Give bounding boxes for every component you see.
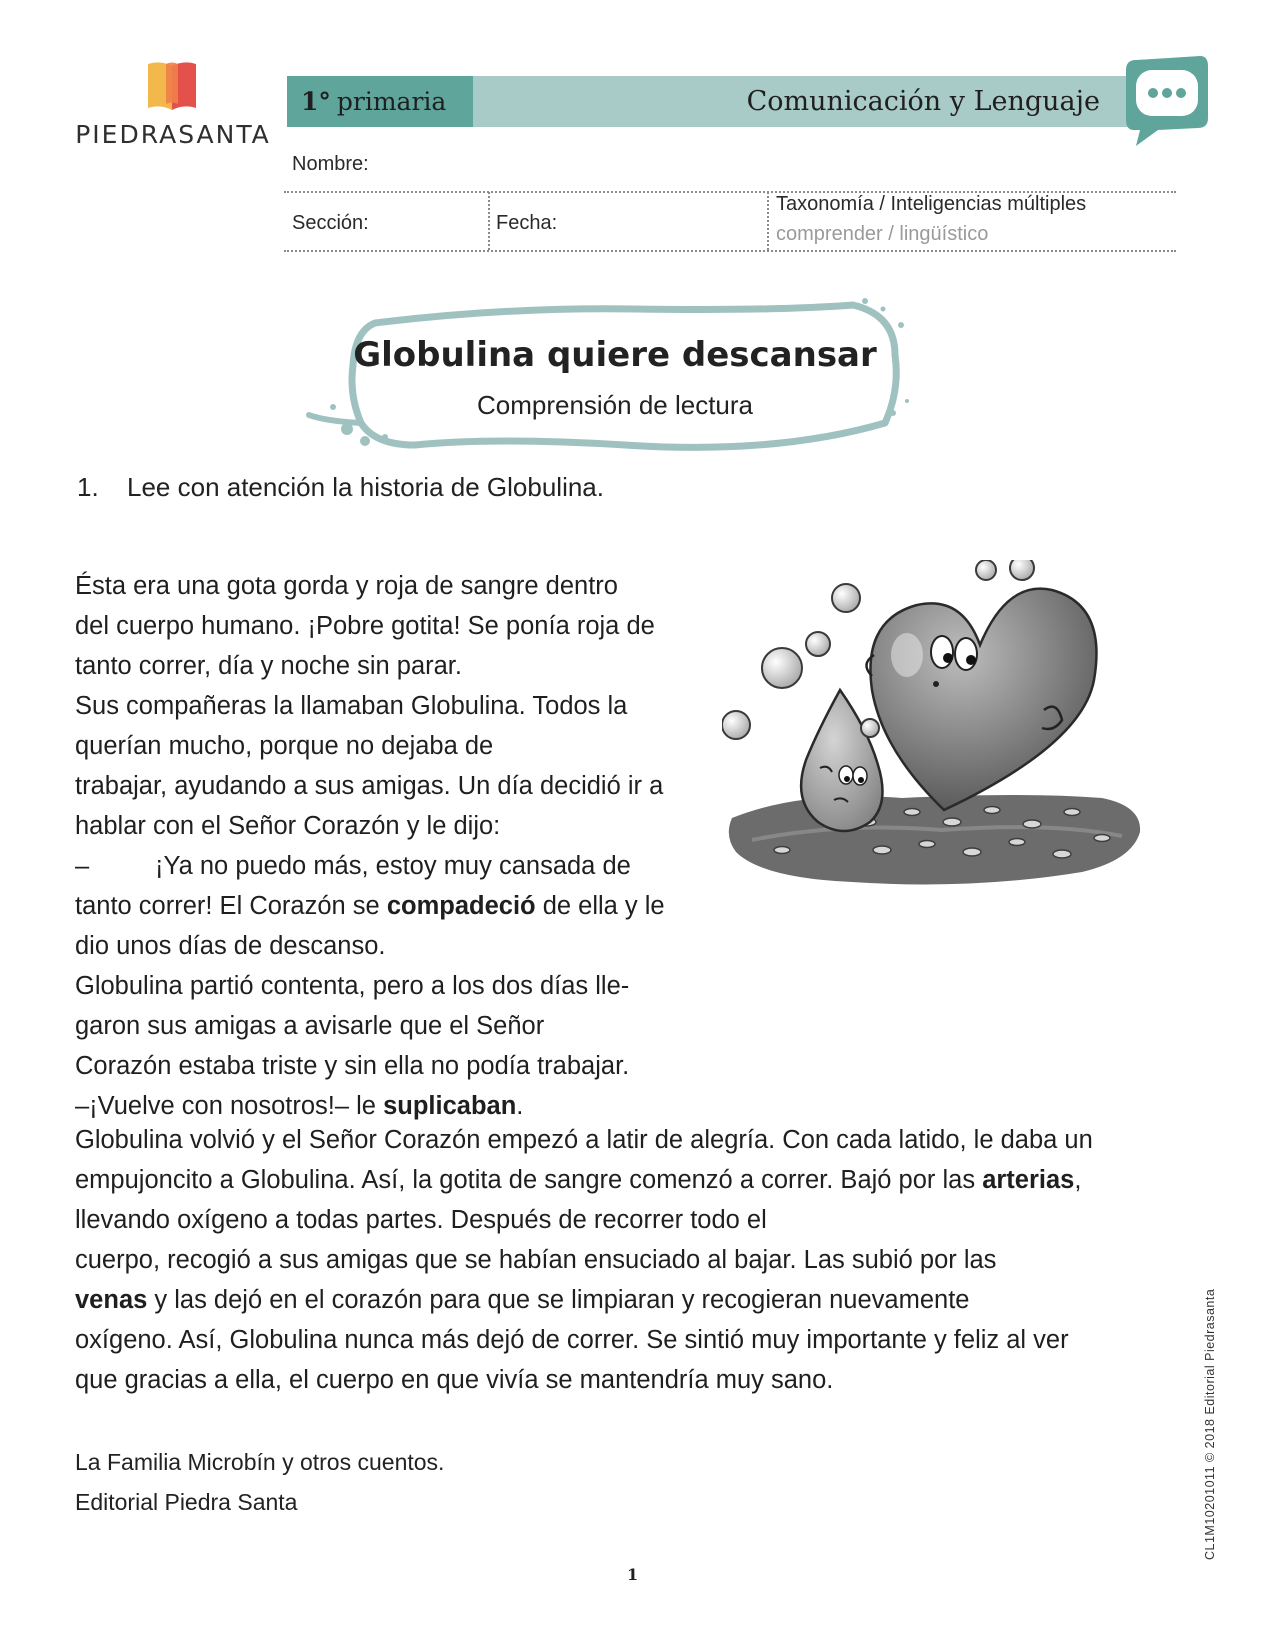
story-line: cuerpo, recogió a sus amigas que se habían ensuciado al bajar. Las subió por las [75,1246,997,1274]
grade-label [287,76,473,127]
story-line: trabajar, ayudando a sus amigas. Un día decidió ir a [75,772,664,800]
instruction-number: 1. [77,472,99,502]
story-line: llevando oxígeno a todas partes. Después de recorrer todo el [75,1206,767,1234]
story-line: del cuerpo humano. ¡Pobre gotita! Se ponía roja de [75,612,655,640]
publisher-name: PIEDRASANTA [75,120,271,149]
title-cloud-frame [305,295,925,465]
taxonomy-label: Taxonomía / Inteligencias múltiples [776,193,1087,215]
source-title: La Familia Microbín y otros cuentos. [75,1449,445,1475]
instruction [77,472,604,503]
story-line: Ésta era una gota gorda y roja de sangre dentro [75,572,618,600]
story-source [75,1442,444,1522]
name-label: Nombre: [292,153,369,175]
publisher-logo [68,58,278,153]
story-line: venas y las dejó en el corazón para que se limpiaran y recogieran nuevamente [75,1286,970,1314]
story-line: Corazón estaba triste y sin ella no podía trabajar. [75,1052,630,1080]
name-field[interactable] [375,148,1175,184]
dialogue-dash: – [75,852,90,880]
copyright-code: CL1M10201011 © 2018 Editorial Piedrasanta [1203,1288,1217,1560]
story-text-full [75,1120,1093,1400]
story-line: Sus compañeras la llamaban Globulina. Todos la [75,692,628,720]
worksheet-title: Globulina quiere descansar [353,335,877,375]
source-publisher: Editorial Piedra Santa [75,1489,298,1515]
book-logo-icon [142,58,202,114]
story-line: –¡Vuelve con nosotros!– le suplicaban. [75,1092,524,1120]
instruction-text: Lee con atención la historia de Globulina. [127,472,604,502]
story-line: empujoncito a Globulina. Así, la gotita de sangre comenzó a correr. Bajó por las arterias, [75,1166,1082,1194]
taxonomy-value: comprender / lingüístico [776,223,989,245]
section-label: Sección: [292,212,369,234]
divider [284,250,1176,252]
story-line: – ¡Ya no puedo más, estoy muy cansada de [75,846,665,886]
divider [488,192,490,250]
date-field[interactable] [560,196,760,246]
grade-text: primaria [336,87,447,116]
story-line: querían mucho, porque no dejaba de [75,732,494,760]
divider [767,192,769,250]
heart-and-drop-illustration [722,560,1152,910]
vocabulary-word: arterias [982,1166,1075,1194]
page-number: 1 [627,1565,639,1584]
story-line: Globulina partió contenta, pero a los dos días lle- [75,972,630,1000]
vocabulary-word: venas [75,1286,148,1314]
story-line: dio unos días de descanso. [75,932,386,960]
vocabulary-word: suplicaban [383,1092,517,1120]
date-label: Fecha: [496,212,558,234]
story-line: oxígeno. Así, Globulina nunca más dejó de correr. Se sintió muy importante y feliz al ver [75,1326,1069,1354]
speech-bubble-icon [1122,56,1210,148]
story-line: garon sus amigas a avisarle que el Señor [75,1012,545,1040]
subject-title: Comunicación y Lenguaje [746,86,1100,117]
story-line: tanto correr! El Corazón se compadeció de ella y le [75,892,665,920]
vocabulary-word: compadeció [386,892,536,920]
story-line: tanto correr, día y noche sin parar. [75,652,462,680]
story-line: hablar con el Señor Corazón y le dijo: [75,812,501,840]
worksheet-subtitle: Comprensión de lectura [476,390,754,420]
story-text-left [75,566,665,1126]
section-field[interactable] [375,196,485,246]
story-line: Globulina volvió y el Señor Corazón empezó a latir de alegría. Con cada latido, le daba un [75,1126,1093,1154]
grade-number: 1° [301,87,331,116]
story-line: que gracias a ella, el cuerpo en que vivía se mantendría muy sano. [75,1366,834,1394]
